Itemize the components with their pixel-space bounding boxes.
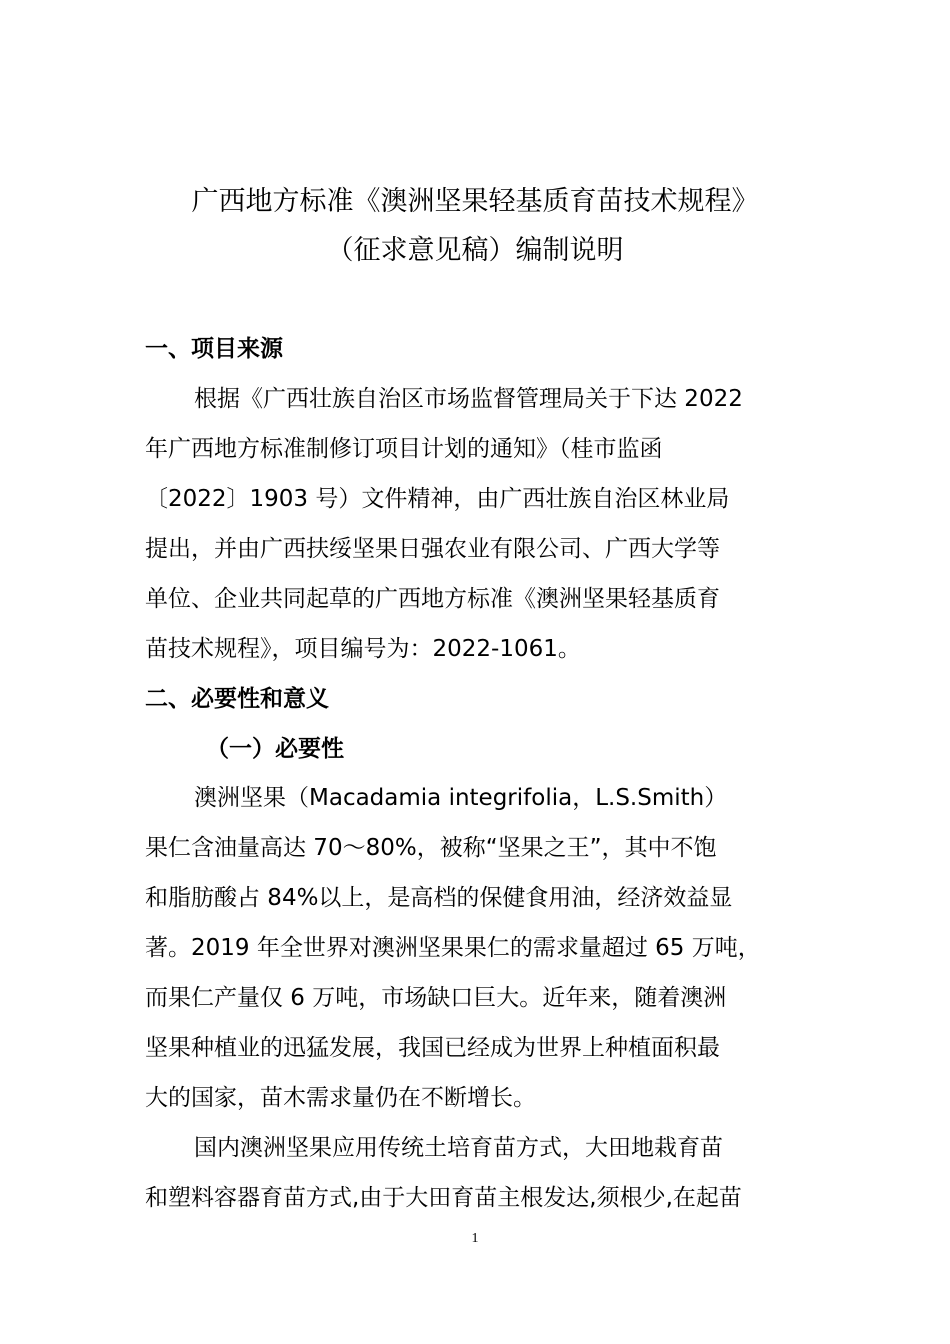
section1-line: 提出，并由广西扶绥坚果日强农业有限公司、广西大学等	[145, 536, 720, 562]
section1-line: 根据《广西壮族自治区市场监督管理局关于下达 2022	[194, 386, 743, 412]
section1-line: 〔2022〕1903 号）文件精神，由广西壮族自治区林业局	[145, 486, 730, 512]
section1-heading: 一、项目来源	[145, 336, 283, 362]
paragraph1-line: 著。2019 年全世界对澳洲坚果果仁的需求量超过 65 万吨，	[145, 935, 761, 961]
document-title-line2: （征求意见稿）编制说明	[326, 235, 624, 266]
paragraph1-line: 果仁含油量高达 70～80%，被称“坚果之王”，其中不饱	[145, 835, 717, 861]
paragraph2-line: 国内澳洲坚果应用传统土培育苗方式，大田地栽育苗	[194, 1135, 723, 1161]
section1-line: 苗技术规程》，项目编号为：2022-1061。	[145, 636, 581, 662]
paragraph1-line: 而果仁产量仅 6 万吨，市场缺口巨大。近年来，随着澳洲	[145, 985, 727, 1011]
page-number: 1	[471, 1231, 479, 1246]
section1-line: 年广西地方标准制修订项目计划的通知》（桂市监函	[145, 436, 663, 462]
paragraph1-line: 大的国家，苗木需求量仍在不断增长。	[145, 1085, 536, 1111]
document-title-line1: 广西地方标准《澳洲坚果轻基质育苗技术规程》	[191, 186, 759, 217]
paragraph2-line: 和塑料容器育苗方式,由于大田育苗主根发达,须根少,在起苗	[145, 1185, 742, 1211]
paragraph1-line: 和脂肪酸占 84%以上，是高档的保健食用油，经济效益显	[145, 885, 733, 911]
paragraph1-line: 澳洲坚果（Macadamia integrifolia，L.S.Smith）	[194, 785, 728, 811]
section2-heading: 二、必要性和意义	[145, 686, 329, 712]
section1-line: 单位、企业共同起草的广西地方标准《澳洲坚果轻基质育	[145, 586, 720, 612]
section2-subheading: （一）必要性	[206, 736, 344, 762]
paragraph1-line: 坚果种植业的迅猛发展，我国已经成为世界上种植面积最	[145, 1035, 720, 1061]
